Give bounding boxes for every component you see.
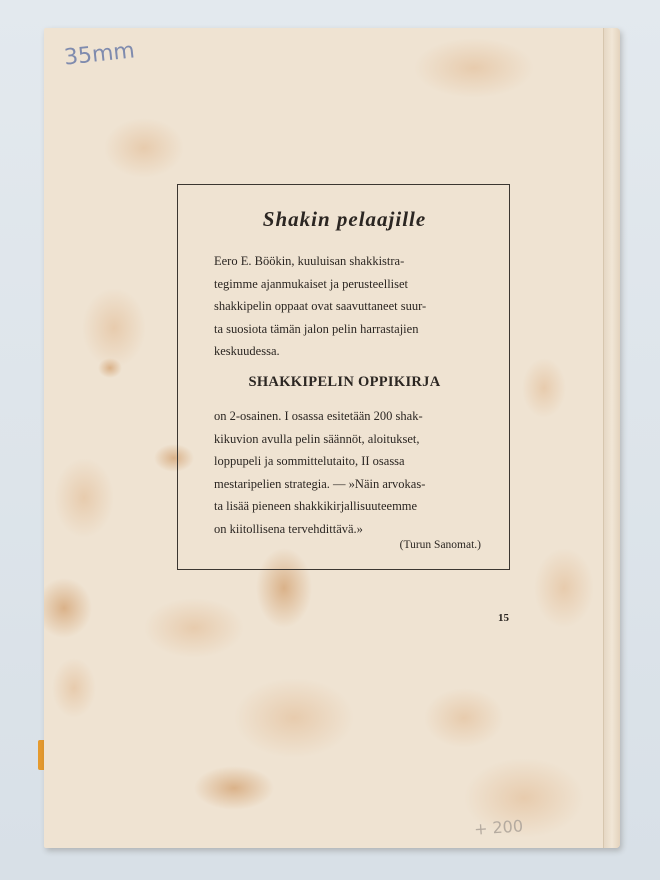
text-line: loppupeli ja sommittelutaito, II osassa <box>214 454 405 468</box>
stain <box>44 578 92 638</box>
handwritten-note-bottom: + 200 <box>473 816 524 839</box>
stain <box>234 678 354 758</box>
stain <box>144 598 244 658</box>
stain <box>82 288 146 368</box>
text-line: on 2-osainen. I osassa esitetään 200 shak- <box>214 409 423 423</box>
quote-source: (Turun Sanomat.) <box>399 539 481 551</box>
text-line: mestaripelien strategia. — »Näin arvokas- <box>214 476 426 491</box>
stain <box>98 358 122 378</box>
stain <box>424 688 504 748</box>
text-line: tegimme ajanmukaiset ja perusteelliset <box>214 276 409 291</box>
stain <box>52 658 96 718</box>
advertisement-box <box>177 184 510 570</box>
stain <box>104 118 184 178</box>
text-line: on kiitollisena tervehdittävä.» <box>214 521 363 536</box>
text-line: ta suosiota tämän jalon pelin harrastajien <box>214 321 419 336</box>
notice-title: Shakin pelaajille <box>262 207 427 231</box>
stain <box>414 38 534 98</box>
handwritten-note-top: 35mm <box>62 38 136 71</box>
book-title-heading: SHAKKIPELIN OPPIKIRJA <box>248 374 441 390</box>
text-line: ta lisää pieneen shakkikirjallisuuteemme <box>214 499 418 513</box>
text-line: kikuvion avulla pelin säännöt, aloitukset, <box>214 431 420 446</box>
stain <box>194 766 274 810</box>
stain <box>522 358 566 418</box>
book-back-cover <box>44 28 620 848</box>
book-spine-edge <box>603 28 620 848</box>
intro-paragraph <box>214 250 504 363</box>
stain <box>54 458 114 538</box>
page-number: 15 <box>498 612 509 624</box>
stain <box>534 548 594 628</box>
description-paragraph <box>214 405 504 540</box>
text-line: keskuudessa. <box>214 344 280 358</box>
text-line: Eero E. Böökin, kuuluisan shakkistra- <box>214 254 405 268</box>
text-line: shakkipelin oppaat ovat saavuttaneet suur- <box>214 299 427 313</box>
